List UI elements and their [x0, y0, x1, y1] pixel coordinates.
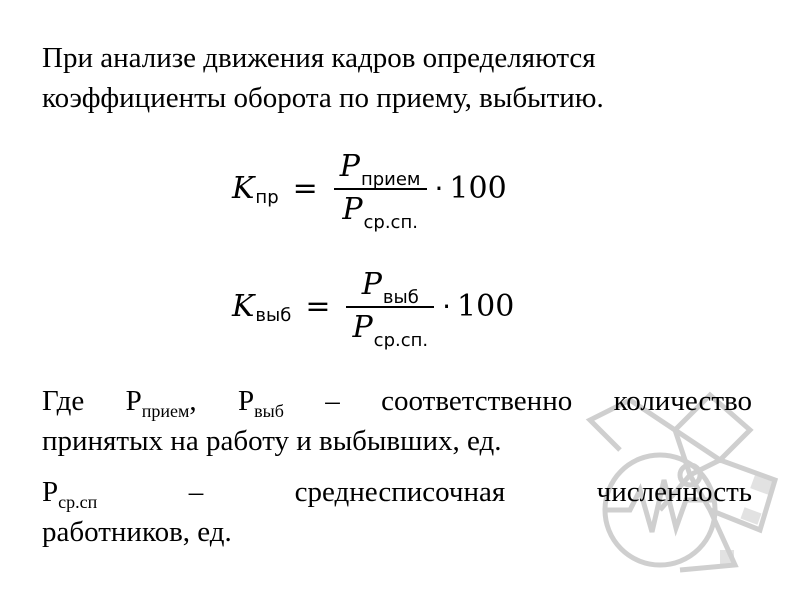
formula2-den-sub: ср.сп. — [373, 330, 429, 351]
formula1-den-var: P — [342, 192, 363, 227]
definition-paragraph-1 — [42, 381, 752, 461]
where-p2-sub: выб — [254, 401, 284, 421]
formula2-num-sub: выб — [382, 287, 419, 308]
formula2-lhs: K — [232, 288, 255, 324]
where-comma: , — [189, 385, 197, 417]
formula2-factor: 100 — [457, 288, 515, 324]
formula1-den-sub: ср.сп. — [363, 212, 418, 233]
formula2-equals: = — [305, 288, 331, 324]
definition-2-line-2: работников, ед. — [42, 516, 232, 548]
formula2-fraction — [346, 267, 434, 351]
formula2-lhs-sub: выб — [255, 304, 292, 326]
formula2-den-var: P — [352, 310, 373, 345]
formula1-num-sub: прием — [360, 169, 421, 190]
intro-line-2: коэффициенты оборота по приему, выбытию. — [42, 82, 604, 114]
formula1-factor: 100 — [449, 170, 507, 206]
where-p1: Р — [125, 385, 142, 417]
where-rest-line-1: – соответственно количество — [325, 385, 753, 417]
formula-hiring-rate — [232, 140, 507, 236]
where2-word-1: среднесписочная — [294, 476, 506, 508]
where2-dash: – — [188, 476, 204, 508]
definition-1-line-2: принятых на работу и выбывших, ед. — [42, 425, 502, 457]
formula2-multiply: · — [442, 289, 452, 323]
definition-2-line-1 — [42, 472, 752, 512]
where-p1-sub: прием — [141, 401, 190, 421]
formula2-numerator — [356, 267, 425, 308]
where2-p-sub: ср.сп — [58, 492, 98, 512]
formula1-lhs-sub: пр — [255, 186, 279, 208]
formula1-multiply: · — [434, 171, 444, 205]
intro-paragraph — [42, 38, 752, 118]
definition-1-line-1 — [42, 381, 752, 421]
where2-p: Р — [42, 476, 59, 508]
formula1-equals: = — [292, 170, 318, 206]
formula1-lhs: K — [232, 170, 255, 206]
where2-word-2: численность — [596, 476, 753, 508]
formula2-denominator — [346, 310, 434, 351]
formula1-numerator — [334, 149, 427, 190]
formula1-num-var: P — [339, 149, 360, 184]
definition-paragraph-2 — [42, 472, 752, 552]
where-word: Где — [42, 385, 85, 417]
formula2-num-var: P — [361, 267, 382, 302]
where-p2: Р — [238, 385, 255, 417]
formula1-denominator — [336, 192, 424, 233]
intro-line-1: При анализе движения кадров определяются — [42, 42, 596, 74]
formula-attrition-rate — [232, 258, 514, 354]
formula1-fraction — [334, 149, 427, 233]
